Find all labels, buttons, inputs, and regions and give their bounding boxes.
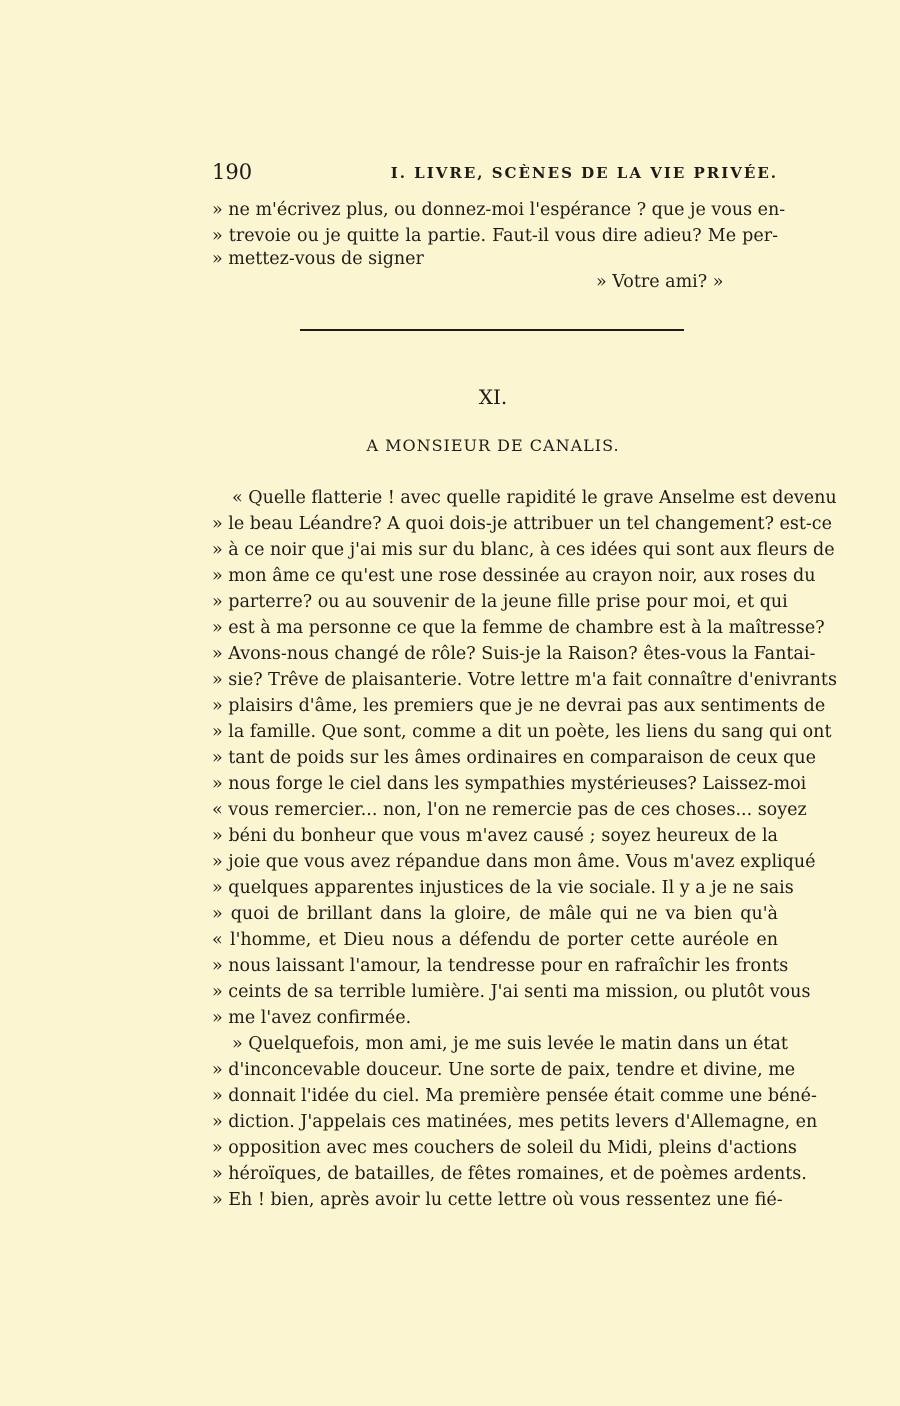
text-line: « l'homme, et Dieu nous a défendu de porter cette auréole en: [212, 930, 778, 950]
text-line: « Quelle flatterie ! avec quelle rapidité le grave Anselme est devenu: [232, 488, 837, 508]
text-line: » mettez-vous de signer: [212, 249, 424, 269]
text-line: » donnait l'idée du ciel. Ma première pensée était comme une béné-: [212, 1086, 817, 1106]
text-line: » opposition avec mes couchers de soleil du Midi, pleins d'actions: [212, 1138, 797, 1158]
text-line: » Quelquefois, mon ami, je me suis levée le matin dans un état: [232, 1034, 788, 1054]
text-line: » nous laissant l'amour, la tendresse pour en rafraîchir les fronts: [212, 956, 789, 976]
page-number: 190: [212, 160, 253, 184]
text-line: » à ce noir que j'ai mis sur du blanc, à ces idées qui sont aux fleurs de: [212, 540, 835, 560]
text-line: » héroïques, de batailles, de fêtes romaines, et de poèmes ardents.: [212, 1164, 807, 1184]
chapter-title: A MONSIEUR DE CANALIS.: [366, 436, 620, 455]
text-line: » la famille. Que sont, comme a dit un poète, les liens du sang qui ont: [212, 722, 832, 742]
text-line: » d'inconcevable douceur. Une sorte de paix, tendre et divine, me: [212, 1060, 796, 1080]
text-line: » parterre? ou au souvenir de la jeune fille prise pour moi, et qui: [212, 592, 788, 612]
text-line: » Eh ! bien, après avoir lu cette lettre où vous ressentez une fié-: [212, 1190, 783, 1210]
text-line: » sie? Trêve de plaisanterie. Votre lettre m'a fait connaître d'enivrants: [212, 670, 837, 690]
text-line: » le beau Léandre? A quoi dois-je attribuer un tel changement? est-ce: [212, 514, 832, 534]
text-line: » Avons-nous changé de rôle? Suis-je la Raison? êtes-vous la Fantai-: [212, 644, 816, 664]
text-line: » trevoie ou je quitte la partie. Faut-il vous dire adieu? Me per-: [212, 226, 778, 246]
text-line: » ceints de sa terrible lumière. J'ai senti ma mission, ou plutôt vous: [212, 982, 811, 1002]
text-line: » est à ma personne ce que la femme de chambre est à la maîtresse?: [212, 618, 825, 638]
text-line: » diction. J'appelais ces matinées, mes petits levers d'Allemagne, en: [212, 1112, 818, 1132]
text-line: » quoi de brillant dans la gloire, de mâle qui ne va bien qu'à: [212, 904, 778, 924]
text-line: » joie que vous avez répandue dans mon âme. Vous m'avez expliqué: [212, 852, 816, 872]
page-header: [212, 160, 778, 188]
text-line: » ne m'écrivez plus, ou donnez-moi l'espérance ? que je vous en-: [212, 200, 786, 220]
text-line: » me l'avez confirmée.: [212, 1008, 412, 1028]
text-line: » béni du bonheur que vous m'avez causé ; soyez heureux de la: [212, 826, 778, 846]
text-line: » nous forge le ciel dans les sympathies mystérieuses? Laissez-moi: [212, 774, 807, 794]
text-line: » plaisirs d'âme, les premiers que je ne devrai pas aux sentiments de: [212, 696, 826, 716]
chapter-number: XI.: [478, 385, 508, 409]
text-line: » tant de poids sur les âmes ordinaires en comparaison de ceux que: [212, 748, 816, 768]
section-divider: [300, 329, 684, 331]
text-line: » quelques apparentes injustices de la vie sociale. Il y a je ne sais: [212, 878, 794, 898]
running-title: I. LIVRE, SCÈNES DE LA VIE PRIVÉE.: [390, 164, 778, 182]
letter-signoff: » Votre ami? »: [596, 272, 724, 292]
text-line: « vous remercier... non, l'on ne remercie pas de ces choses... soyez: [212, 800, 807, 820]
text-line: » mon âme ce qu'est une rose dessinée au crayon noir, aux roses du: [212, 566, 816, 586]
